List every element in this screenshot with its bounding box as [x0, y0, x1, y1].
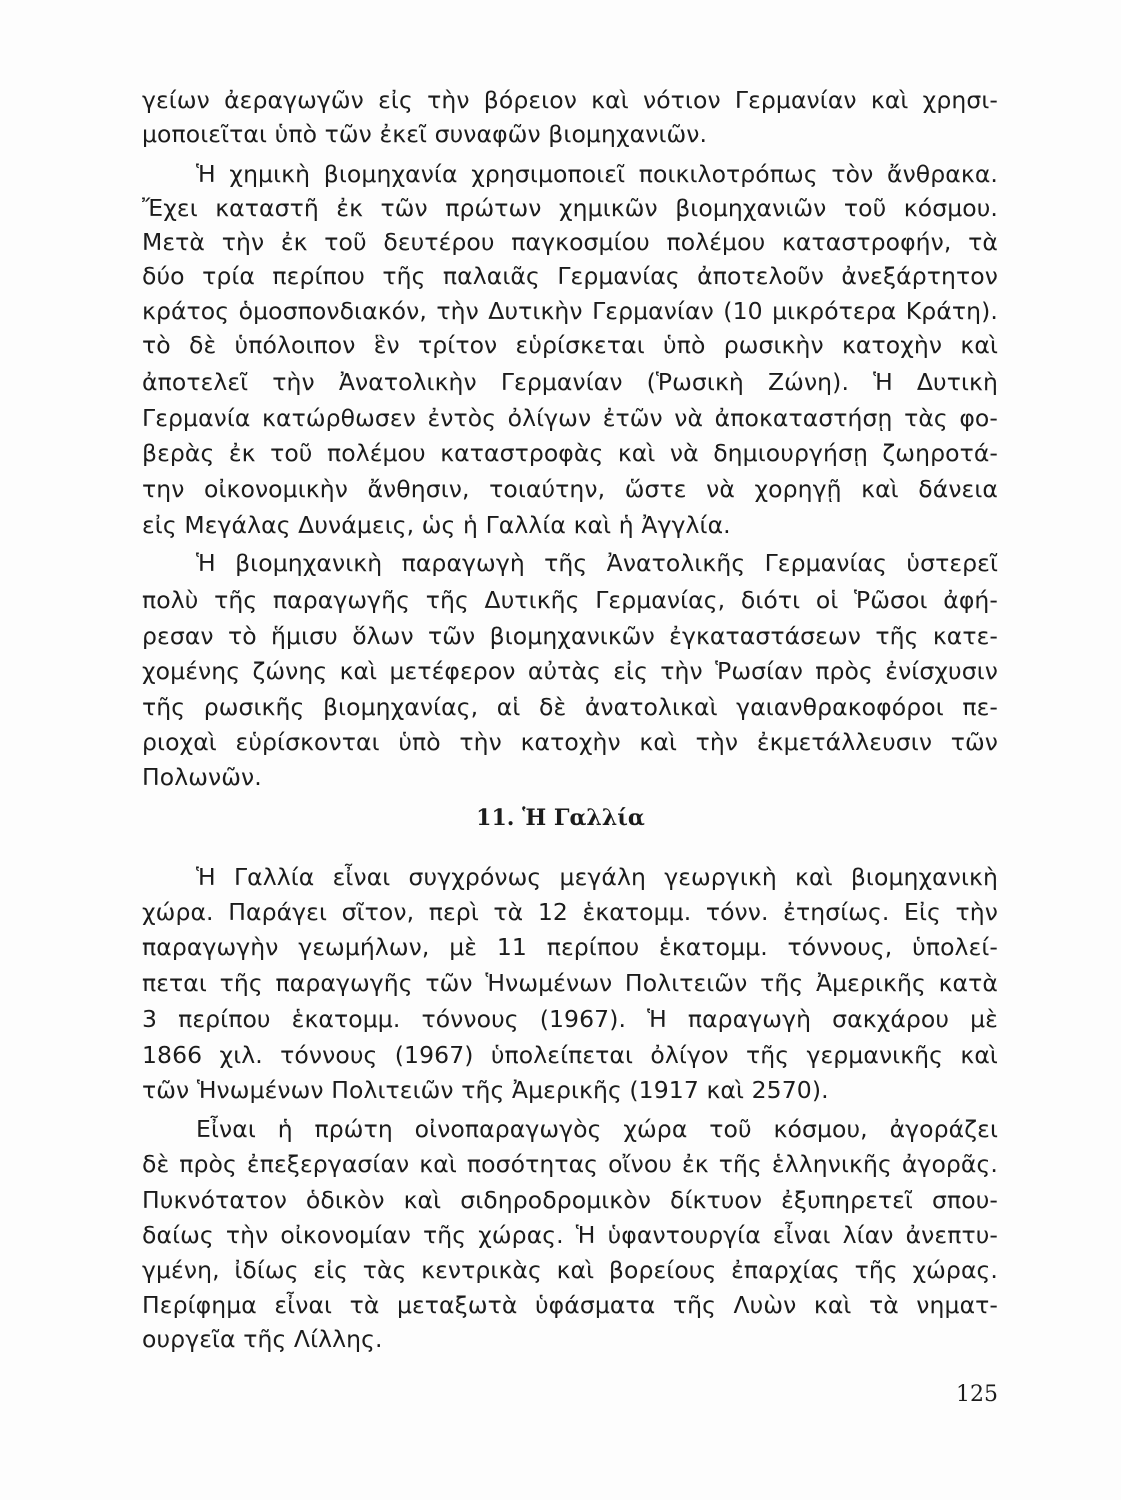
text-line: ρεσαν τὸ ἥμισυ ὅλων τῶν βιομηχανικῶν ἐγκαταστάσεων τῆς κατε-	[142, 622, 998, 650]
page-number: 125	[956, 1382, 998, 1407]
text-line: Ἡ Γαλλία εἶναι συγχρόνως μεγάλη γεωργικὴ καὶ βιομηχανικὴ	[196, 863, 998, 891]
text-line: χώρα. Παράγει σῖτον, περὶ τὰ 12 ἑκατομμ. τόνν. ἐτησίως. Εἰς τὴν	[142, 898, 998, 926]
text-line: γείων ἀεραγωγῶν εἰς τὴν βόρειον καὶ νότιον Γερμανίαν καὶ χρησι-	[142, 86, 998, 114]
text-line: Ἡ χημικὴ βιομηχανία χρησιμοποιεῖ ποικιλοτρόπως τὸν ἄνθρακα.	[196, 160, 998, 188]
text-line: Ἔχει καταστῆ ἐκ τῶν πρώτων χημικῶν βιομηχανιῶν τοῦ κόσμου.	[142, 194, 998, 222]
text-line: εἰς Μεγάλας Δυνάμεις, ὡς ἡ Γαλλία καὶ ἡ Ἀγγλία.	[142, 511, 731, 539]
text-line: Γερμανία κατώρθωσεν ἐντὸς ὀλίγων ἐτῶν νὰ ἀποκαταστήσῃ τὰς φο-	[142, 404, 998, 432]
text-line: χομένης ζώνης καὶ μετέφερον αὐτὰς εἰς τὴν Ῥωσίαν πρὸς ἐνίσχυσιν	[142, 657, 998, 685]
text-line: δαίως τὴν οἰκονομίαν τῆς χώρας. Ἡ ὑφαντουργία εἶναι λίαν ἀνεπτυ-	[142, 1221, 998, 1249]
text-line: πεται τῆς παραγωγῆς τῶν Ἡνωμένων Πολιτειῶν τῆς Ἀμερικῆς κατὰ	[142, 969, 998, 997]
text-line: Πυκνότατον ὁδικὸν καὶ σιδηροδρομικὸν δίκτυον ἐξυπηρετεῖ σπου-	[142, 1186, 998, 1214]
text-line: 3 περίπου ἑκατομμ. τόννους (1967). Ἡ παραγωγὴ σακχάρου μὲ	[142, 1005, 998, 1033]
text-line: τῶν Ἡνωμένων Πολιτειῶν τῆς Ἀμερικῆς (1917 καὶ 2570).	[142, 1076, 829, 1104]
text-line: γμένη, ἰδίως εἰς τὰς κεντρικὰς καὶ βορείους ἐπαρχίας τῆς χώρας.	[142, 1256, 998, 1284]
text-line: βερὰς ἐκ τοῦ πολέμου καταστροφὰς καὶ νὰ δημιουργήσῃ ζωηροτά-	[142, 439, 998, 467]
text-line: Πολωνῶν.	[142, 763, 262, 791]
text-line: πολὺ τῆς παραγωγῆς τῆς Δυτικῆς Γερμανίας, διότι οἱ Ῥῶσοι ἀφή-	[142, 586, 998, 614]
text-line: ριοχαὶ εὑρίσκονται ὑπὸ τὴν κατοχὴν καὶ τὴν ἐκμετάλλευσιν τῶν	[142, 728, 998, 756]
text-line: παραγωγὴν γεωμήλων, μὲ 11 περίπου ἑκατομμ. τόννους, ὑπολεί-	[142, 933, 998, 961]
text-line: δὲ πρὸς ἐπεξεργασίαν καὶ ποσότητας οἴνου ἐκ τῆς ἑλληνικῆς ἀγορᾶς.	[142, 1150, 998, 1178]
text-line: μοποιεῖται ὑπὸ τῶν ἐκεῖ συναφῶν βιομηχανιῶν.	[142, 120, 708, 148]
text-line: δύο τρία περίπου τῆς παλαιᾶς Γερμανίας ἀποτελοῦν ἀνεξάρτητον	[142, 262, 998, 290]
text-line: Μετὰ τὴν ἐκ τοῦ δευτέρου παγκοσμίου πολέμου καταστροφήν, τὰ	[142, 228, 998, 256]
text-line: Ἡ βιομηχανικὴ παραγωγὴ τῆς Ἀνατολικῆς Γερμανίας ὑστερεῖ	[196, 549, 998, 577]
text-line: Περίφημα εἶναι τὰ μεταξωτὰ ὑφάσματα τῆς Λυὼν καὶ τὰ νηματ-	[142, 1291, 998, 1319]
text-line: ἀποτελεῖ τὴν Ἀνατολικὴν Γερμανίαν (Ῥωσικὴ Ζώνη). Ἡ Δυτικὴ	[142, 368, 998, 396]
text-line: ουργεῖα τῆς Λίλλης.	[142, 1325, 383, 1353]
text-line: κράτος ὁμοσπονδιακόν, τὴν Δυτικὴν Γερμανίαν (10 μικρότερα Κράτη).	[142, 297, 998, 325]
text-line: την οἰκονομικὴν ἄνθησιν, τοιαύτην, ὥστε νὰ χορηγῇ καὶ δάνεια	[142, 475, 998, 503]
section-heading: 11. Ἡ Γαλλία	[476, 805, 645, 831]
text-line: τῆς ρωσικῆς βιομηχανίας, αἱ δὲ ἀνατολικαὶ γαιανθρακοφόροι πε-	[142, 693, 998, 721]
text-line: τὸ δὲ ὑπόλοιπον ἓν τρίτον εὑρίσκεται ὑπὸ ρωσικὴν κατοχὴν καὶ	[142, 331, 998, 359]
text-line: Εἶναι ἡ πρώτη οἰνοπαραγωγὸς χώρα τοῦ κόσμου, ἀγοράζει	[196, 1115, 998, 1143]
text-line: 1866 χιλ. τόννους (1967) ὑπολείπεται ὀλίγον τῆς γερμανικῆς καὶ	[142, 1041, 998, 1069]
